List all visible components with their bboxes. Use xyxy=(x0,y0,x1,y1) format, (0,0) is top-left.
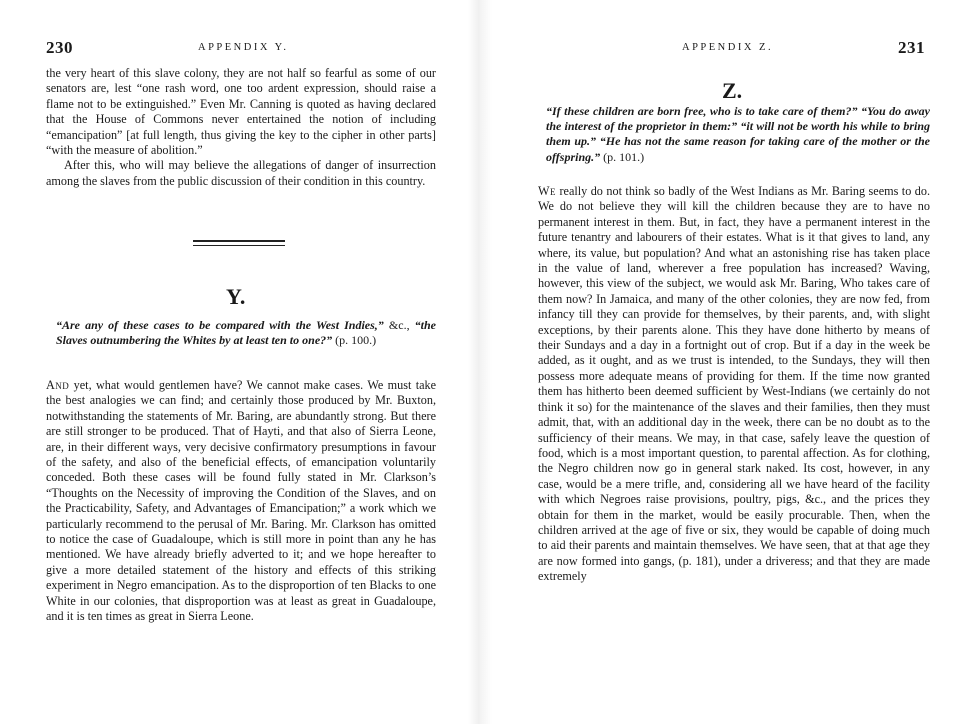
section-divider-thick xyxy=(193,240,285,242)
left-body-paragraph: yet, what would gentlemen have? We cannot make cases. We must take the best analogies we can find; and certainly those produced by Mr. Buxton, notwithstanding the statements of Mr. Baring, are abundantly strong. But there are still stronger to be produced. That of Hayti, and that also of Sierra Leone, are, in their different ways, very decisive confirmatory presumptions in favour of the safety, and also of the beneficial effects, of emancipation voluntarily conceded. Both these cases will be found fully stated in Mr. Clarkson’s “Thoughts on the Necessity of improving the Condition of the Slaves, and on the Practicability, Safety, and Advantages of Emancipation;” a work which we particularly recommend to the perusal of Mr. Baring. Mr. Clarkson has omitted to notice the case of Guadaloupe, which is still more in point than any he has mentioned. We have already briefly adverted to it; and we hope hereafter to give a more detailed statement of the history and effects of this striking experiment in Negro emancipation. As to the disproportion of ten Blacks to one White in our colonies, that disproportion was at least as great in Guadaloupe, and it is ten times as great in Sierra Leone. xyxy=(46,378,436,624)
left-quote-part-2: “the Slaves outnumbering the Whites by at least ten to one?” xyxy=(56,318,437,348)
left-quotation xyxy=(46,318,436,348)
left-page-number: 230 xyxy=(46,38,73,57)
right-quote-reference: (p. 101.) xyxy=(603,149,645,164)
left-quote-etc: &c., xyxy=(388,318,410,332)
left-body-text xyxy=(46,378,436,625)
right-quotation xyxy=(538,104,930,165)
right-page xyxy=(490,0,980,724)
left-quote-part-1: “Are any of these cases to be compared with the West Indies,” xyxy=(56,318,384,332)
right-running-head: APPENDIX Z. xyxy=(682,42,774,53)
left-paragraph-2: After this, who will may believe the allegations of danger of insurrection among the slaves from the public discussion of their condition in this country. xyxy=(46,158,436,188)
left-page xyxy=(0,0,470,724)
right-quote-text: “If these children are born free, who is to take care of them?” “You do away the interest of the proprietor in them:” “it will not be worth his while to bring them up.” “He has not the same reason for taking care of the mother or the offspring.” xyxy=(546,104,930,164)
left-quote-reference: (p. 100.) xyxy=(335,333,377,348)
left-top-text xyxy=(46,66,436,189)
right-body-lead: We xyxy=(538,184,557,198)
section-heading-z: Z. xyxy=(722,78,743,103)
section-heading-y: Y. xyxy=(226,284,246,309)
right-body-paragraph: really do not think so badly of the West Indians as Mr. Baring seems to do. We do not believe they will kill the children because they are to have no permanent interest in them. But, in fact, they have a permanent interest in the future tenantry and labourers of their estates. What is it that gives to land, any where, its value, but population? And what an astonishing rise has taken place in the value of land, wherever a free population has increased? Waving, however, this view of the subject, we would ask Mr. Baring, Who takes care of them now? In Jamaica, and many of the other colonies, they are now fed, from infancy till they can provide for themselves, by their parents, and, with slight exceptions, by their parents alone. This they have done hitherto by means of their Sundays and a day in a fortnight out of crop. But if a day in the week be added, as it ought, and as we trust is intended, to the Sundays, they will then possess more adequate means of providing for them. If the time now granted them has hitherto been deemed sufficient by West-Indians (we certainly do not think it so) for the maintenance of the slaves and their families, then they must admit, that, with an additional day in the week, there can be no doubt as to the sufficiency of their means. We may, in that case, safely leave the question of food, which is a most important question, to parental affection. As for clothing, the Negro children now go in general stark naked. Its cost, however, in any case, would be a mere trifle, and, considering all we have heard of the facility with which Negroes raise provisions, poultry, pigs, &c., and the prices they obtain for them in the market, would be easily procurable. Then, when the children arrived at the age of five or six, they would be capable of doing much to aid their parents and maintain themselves. We have seen, that at that age they are now formed into gangs, (p. 181), under a driveress; and that they are made extremely xyxy=(538,184,930,584)
section-divider-thin xyxy=(193,245,285,246)
left-paragraph-1: the very heart of this slave colony, they are not half so fearful as some of our senators are, lest “one rash word, one too ardent expression, should raise a flame not to be extinguished.” Even Mr. Canning is quoted as having declared that the House of Commons never entertained the notion of including “emancipation” [at full length, thus giving the key to the cipher in other parts] “with the measure of abolition.” xyxy=(46,66,436,158)
left-body-lead: And xyxy=(46,378,70,392)
right-body-text xyxy=(538,184,930,585)
left-running-head: APPENDIX Y. xyxy=(198,42,289,53)
book-gutter xyxy=(468,0,492,724)
right-page-number: 231 xyxy=(898,38,925,57)
